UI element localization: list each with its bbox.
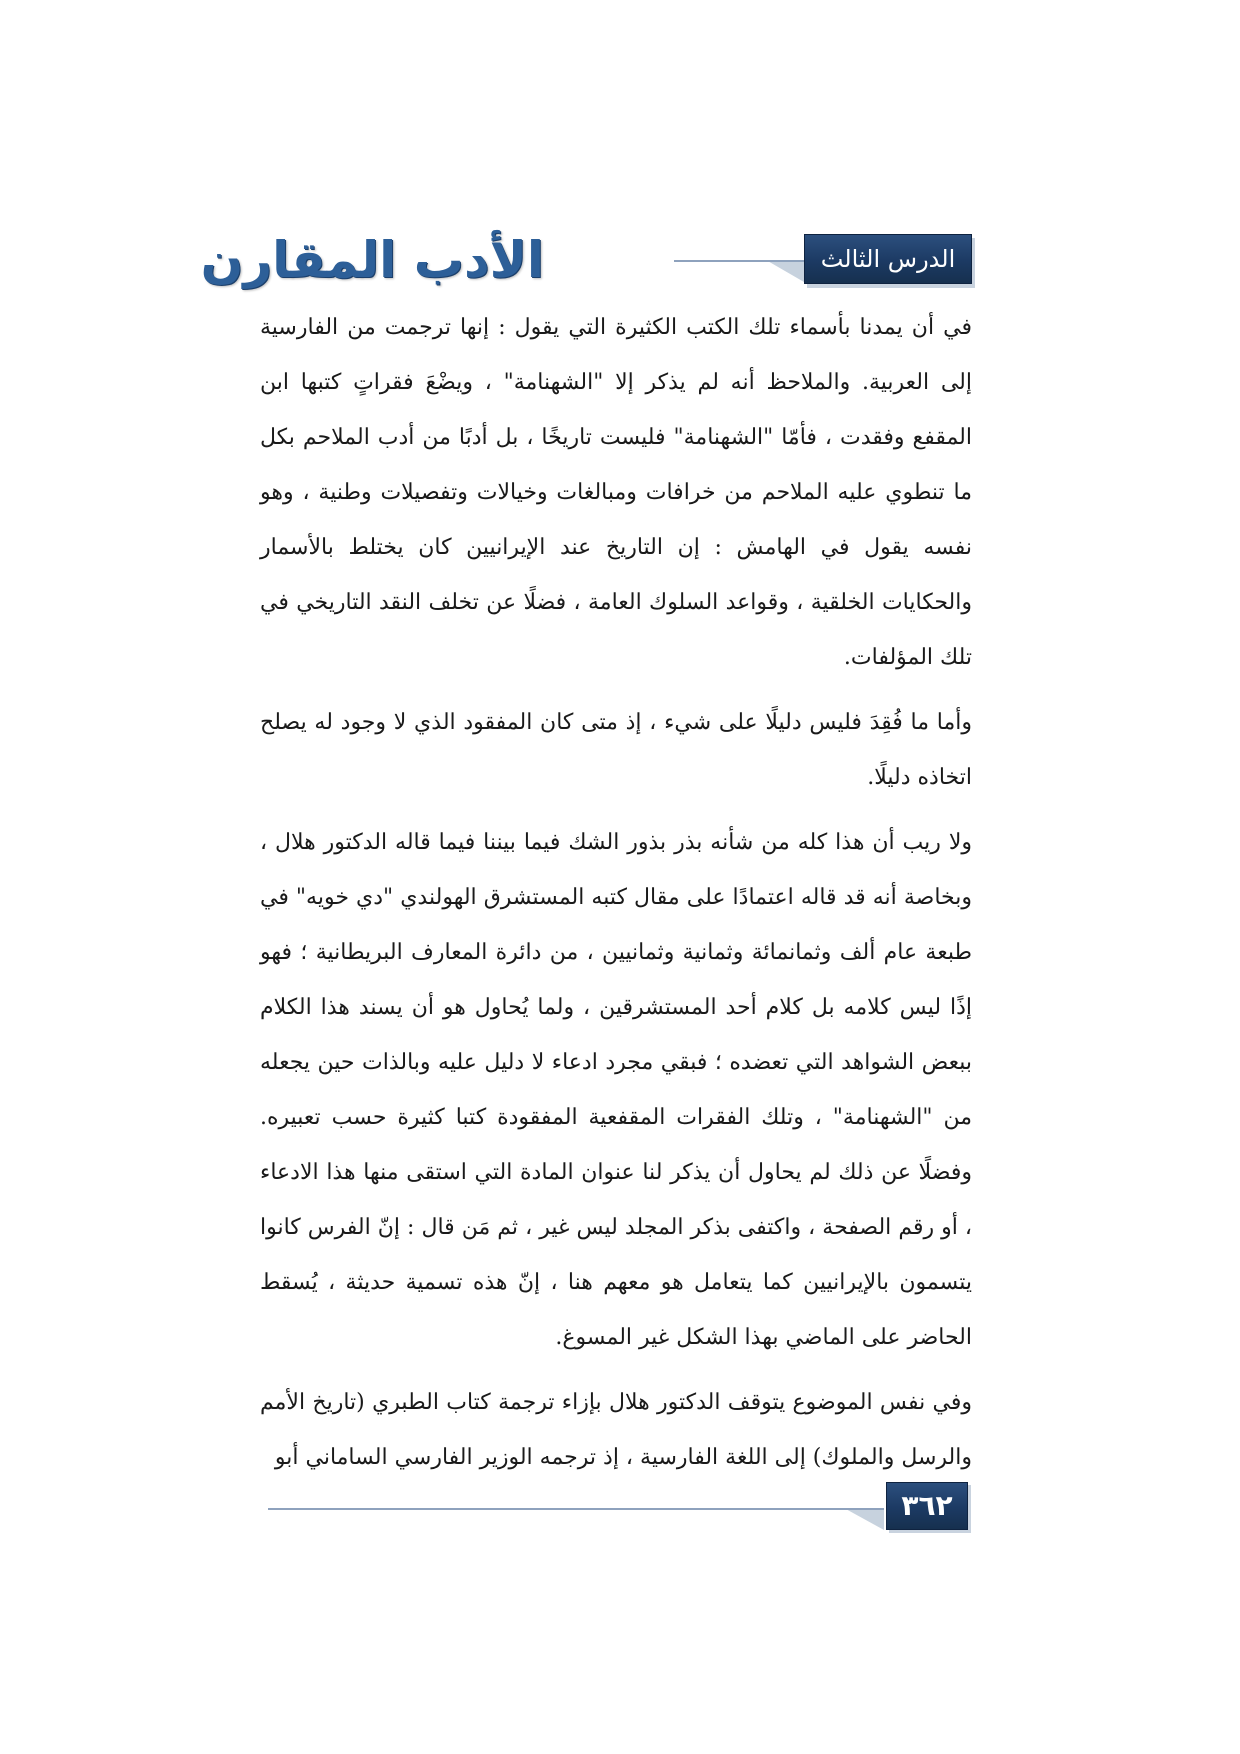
paragraph-2: وأما ما فُقِدَ فليس دليلًا على شيء ، إذ متى كان المفقود الذي لا وجود له يصلح اتخاذه دليلًا.: [260, 710, 972, 790]
footer-rule: [268, 1508, 884, 1510]
paragraph-1: في أن يمدنا بأسماء تلك الكتب الكثيرة التي يقول : إنها ترجمت من الفارسية إلى العربية. والملاحظ أنه لم يذكر إلا "الشهنامة" ، ويضْعَ فقراتٍ كتبها ابن المقفع وفقدت ، فأمّا "الشهنامة" فليست تاريخًا ، بل أدبًا من أدب الملاحم بكل ما تنطوي عليه الملاحم من خرافات ومبالغات وخيالات وتفصيلات وطنية ، وهو نفسه يقول في الهامش : إن التاريخ عند الإيرانيين كان يختلط بالأسمار والحكايات الخلقية ، وقواعد السلوك العامة ، فضلًا عن تخلف النقد التاريخي في تلك المؤلفات.: [260, 315, 972, 670]
page-header: [0, 231, 1240, 321]
footer-wedge-decoration: [844, 1508, 884, 1530]
paragraph-3: ولا ريب أن هذا كله من شأنه بذر بذور الشك فيما بيننا فيما قاله الدكتور هلال ، وبخاصة أنه قد قاله اعتمادًا على مقال كتبه المستشرق الهولندي "دي خويه" في طبعة عام ألف وثمانمائة وثمانية وثمانيين ، من دائرة المعارف البريطانية ؛ فهو إذًا ليس كلامه بل كلام أحد المستشرقين ، ولما يُحاول هو أن يسند هذا الكلام ببعض الشواهد التي تعضده ؛ فبقي مجرد ادعاء لا دليل عليه وبالذات حين يجعله من "الشهنامة" ، وتلك الفقرات المقفعية المفقودة كتبا كثيرة حسب تعبيره. وفضلًا عن ذلك لم يحاول أن يذكر لنا عنوان المادة التي استقى منها هذا الادعاء ، أو رقم الصفحة ، واكتفى بذكر المجلد ليس غير ، ثم مَن قال : إنّ الفرس كانوا يتسمون بالإيرانيين كما يتعامل هو معهم هنا ، إنّ هذه تسمية حديثة ، يُسقط الحاضر على الماضي بهذا الشكل غير المسوغ.: [260, 830, 972, 1350]
page-footer: [0, 1478, 1240, 1538]
header-wedge-decoration: [766, 260, 804, 282]
page-number: ٣٦٢: [886, 1482, 968, 1530]
book-title: الأدب المقارن: [200, 231, 544, 289]
header-rule: [674, 260, 804, 262]
lesson-label: الدرس الثالث عشر: [804, 234, 972, 284]
paragraph-4: وفي نفس الموضوع يتوقف الدكتور هلال بإزاء ترجمة كتاب الطبري (تاريخ الأمم والرسل والملوك) إلى اللغة الفارسية ، إذ ترجمه الوزير الفارسي الساماني أبو: [260, 1390, 972, 1470]
page-body: [260, 300, 972, 1485]
